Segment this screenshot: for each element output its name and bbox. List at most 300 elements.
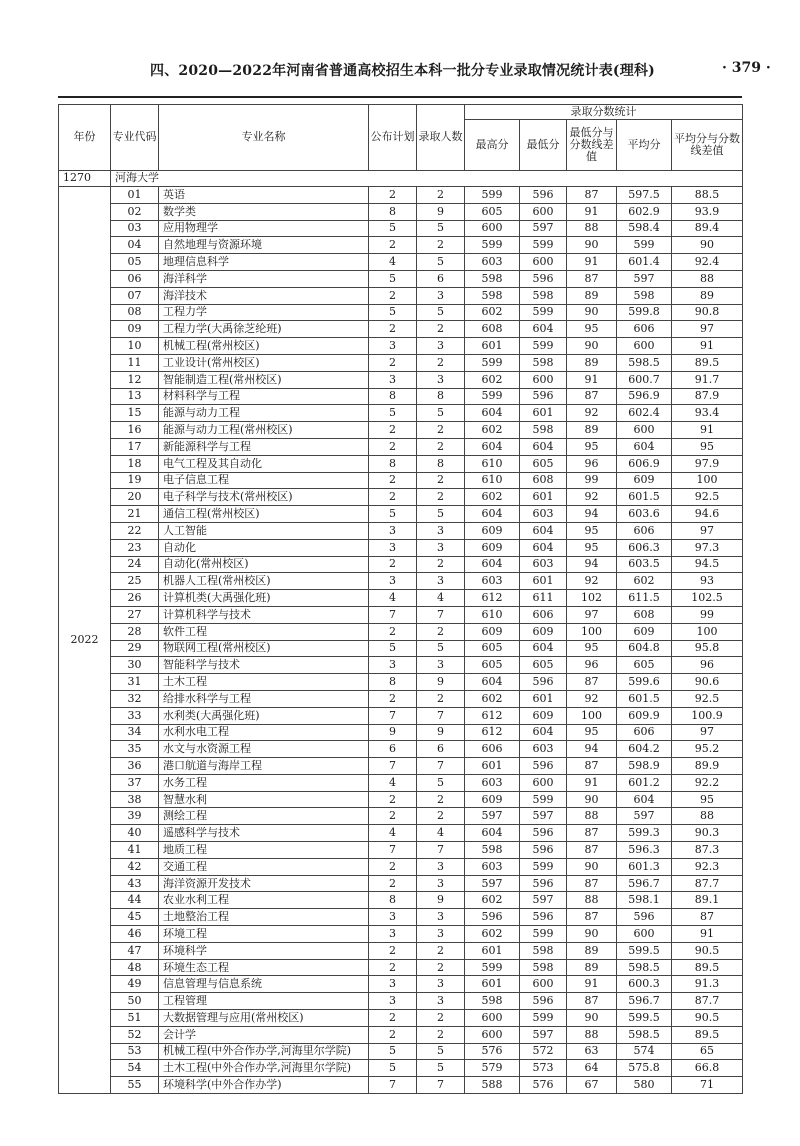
table-row: [59, 237, 743, 254]
cell-avg-diff: 92.3: [672, 858, 743, 875]
cell-code: 52: [111, 1026, 159, 1043]
table-row: [59, 338, 743, 355]
cell-max: 605: [465, 203, 520, 220]
cell-name: 海洋技术: [159, 287, 369, 304]
cell-min: 604: [520, 640, 567, 657]
cell-min: 604: [520, 539, 567, 556]
table-row: [59, 1043, 743, 1060]
cell-min: 596: [520, 909, 567, 926]
cell-max: 605: [465, 640, 520, 657]
cell-plan: 6: [369, 741, 417, 758]
cell-min: 600: [520, 976, 567, 993]
cell-plan: 2: [369, 959, 417, 976]
cell-avg-diff: 92.4: [672, 254, 743, 271]
cell-avg: 606: [617, 724, 672, 741]
cell-admit: 4: [417, 825, 465, 842]
cell-min: 604: [520, 438, 567, 455]
cell-name: 会计学: [159, 1026, 369, 1043]
cell-name: 环境科学(中外合作办学): [159, 1077, 369, 1094]
table-row: [59, 203, 743, 220]
cell-code: 50: [111, 993, 159, 1010]
cell-max: 606: [465, 741, 520, 758]
table-row: [59, 590, 743, 607]
table-row: [59, 573, 743, 590]
cell-min: 572: [520, 1043, 567, 1060]
table-row: [59, 909, 743, 926]
table-row: [59, 842, 743, 859]
cell-max: 610: [465, 472, 520, 489]
cell-code: 35: [111, 741, 159, 758]
cell-plan: 2: [369, 321, 417, 338]
cell-avg-diff: 90: [672, 237, 743, 254]
cell-min: 597: [520, 892, 567, 909]
cell-admit: 8: [417, 388, 465, 405]
cell-admit: 5: [417, 254, 465, 271]
cell-plan: 2: [369, 942, 417, 959]
header-name: 专业名称: [159, 105, 369, 171]
cell-min: 573: [520, 1060, 567, 1077]
cell-name: 电子科学与技术(常州校区): [159, 489, 369, 506]
cell-avg-diff: 91.7: [672, 371, 743, 388]
header-plan: 公布计划: [369, 105, 417, 171]
cell-avg-diff: 65: [672, 1043, 743, 1060]
cell-admit: 3: [417, 287, 465, 304]
cell-admit: 2: [417, 942, 465, 959]
cell-name: 水文与水资源工程: [159, 741, 369, 758]
table-row: [59, 875, 743, 892]
cell-code: 20: [111, 489, 159, 506]
cell-avg: 600: [617, 422, 672, 439]
cell-avg: 602.9: [617, 203, 672, 220]
cell-plan: 7: [369, 707, 417, 724]
cell-code: 51: [111, 1010, 159, 1027]
cell-code: 34: [111, 724, 159, 741]
cell-admit: 7: [417, 606, 465, 623]
table-row: [59, 758, 743, 775]
header-max: 最高分: [465, 120, 520, 171]
cell-name: 测绘工程: [159, 808, 369, 825]
cell-name: 电气工程及其自动化: [159, 455, 369, 472]
cell-min: 600: [520, 774, 567, 791]
cell-max: 604: [465, 405, 520, 422]
cell-code: 02: [111, 203, 159, 220]
cell-min: 599: [520, 791, 567, 808]
cell-admit: 3: [417, 858, 465, 875]
cell-min: 598: [520, 942, 567, 959]
cell-admit: 5: [417, 640, 465, 657]
cell-min: 598: [520, 287, 567, 304]
cell-max: 609: [465, 791, 520, 808]
cell-min-diff: 91: [567, 371, 617, 388]
school-code: 1270: [59, 171, 111, 187]
cell-plan: 8: [369, 203, 417, 220]
cell-name: 地质工程: [159, 842, 369, 859]
cell-admit: 2: [417, 1010, 465, 1027]
cell-admit: 2: [417, 472, 465, 489]
cell-plan: 3: [369, 993, 417, 1010]
cell-code: 47: [111, 942, 159, 959]
cell-min-diff: 87: [567, 758, 617, 775]
cell-avg-diff: 89.5: [672, 959, 743, 976]
cell-avg-diff: 92.2: [672, 774, 743, 791]
cell-avg: 599.5: [617, 942, 672, 959]
cell-name: 土木工程(中外合作办学,河海里尔学院): [159, 1060, 369, 1077]
table-row: [59, 640, 743, 657]
cell-avg: 597: [617, 270, 672, 287]
cell-plan: 3: [369, 522, 417, 539]
header-admit: 录取人数: [417, 105, 465, 171]
cell-admit: 5: [417, 220, 465, 237]
cell-admit: 7: [417, 758, 465, 775]
cell-avg: 599.8: [617, 304, 672, 321]
cell-max: 612: [465, 707, 520, 724]
table-row: [59, 187, 743, 204]
cell-min-diff: 100: [567, 623, 617, 640]
cell-max: 597: [465, 808, 520, 825]
cell-avg-diff: 87.7: [672, 875, 743, 892]
cell-code: 16: [111, 422, 159, 439]
cell-name: 计算机科学与技术: [159, 606, 369, 623]
cell-plan: 2: [369, 472, 417, 489]
cell-plan: 3: [369, 539, 417, 556]
cell-plan: 9: [369, 724, 417, 741]
table-row: [59, 808, 743, 825]
cell-admit: 3: [417, 926, 465, 943]
cell-code: 46: [111, 926, 159, 943]
table-row: [59, 1010, 743, 1027]
cell-min-diff: 67: [567, 1077, 617, 1094]
cell-avg: 604: [617, 791, 672, 808]
cell-max: 602: [465, 422, 520, 439]
cell-min: 598: [520, 422, 567, 439]
cell-plan: 2: [369, 287, 417, 304]
cell-plan: 3: [369, 909, 417, 926]
cell-plan: 5: [369, 1060, 417, 1077]
cell-name: 通信工程(常州校区): [159, 506, 369, 523]
cell-max: 604: [465, 438, 520, 455]
cell-name: 自动化(常州校区): [159, 556, 369, 573]
cell-max: 604: [465, 825, 520, 842]
cell-avg: 601.2: [617, 774, 672, 791]
cell-max: 588: [465, 1077, 520, 1094]
cell-max: 599: [465, 237, 520, 254]
cell-min-diff: 63: [567, 1043, 617, 1060]
table-row: [59, 858, 743, 875]
cell-max: 576: [465, 1043, 520, 1060]
cell-plan: 8: [369, 388, 417, 405]
cell-min: 599: [520, 1010, 567, 1027]
cell-plan: 2: [369, 556, 417, 573]
cell-max: 605: [465, 657, 520, 674]
cell-name: 机器人工程(常州校区): [159, 573, 369, 590]
cell-name: 遥感科学与技术: [159, 825, 369, 842]
cell-code: 27: [111, 606, 159, 623]
cell-min-diff: 89: [567, 959, 617, 976]
cell-min-diff: 95: [567, 321, 617, 338]
cell-min-diff: 90: [567, 926, 617, 943]
admission-stats-table: [58, 104, 743, 1094]
cell-avg: 598.5: [617, 959, 672, 976]
cell-admit: 3: [417, 371, 465, 388]
cell-avg: 598.5: [617, 354, 672, 371]
cell-name: 大数据管理与应用(常州校区): [159, 1010, 369, 1027]
table-row: [59, 926, 743, 943]
cell-avg: 596.3: [617, 842, 672, 859]
cell-name: 交通工程: [159, 858, 369, 875]
cell-admit: 3: [417, 522, 465, 539]
cell-max: 602: [465, 926, 520, 943]
cell-avg: 597.5: [617, 187, 672, 204]
table-row: [59, 270, 743, 287]
cell-min: 596: [520, 842, 567, 859]
cell-code: 41: [111, 842, 159, 859]
cell-admit: 7: [417, 1077, 465, 1094]
cell-min-diff: 64: [567, 1060, 617, 1077]
cell-admit: 5: [417, 774, 465, 791]
cell-plan: 3: [369, 338, 417, 355]
cell-min: 609: [520, 623, 567, 640]
cell-code: 04: [111, 237, 159, 254]
cell-code: 43: [111, 875, 159, 892]
cell-avg-diff: 89.1: [672, 892, 743, 909]
cell-avg: 600.7: [617, 371, 672, 388]
cell-name: 自然地理与资源环境: [159, 237, 369, 254]
cell-min: 597: [520, 220, 567, 237]
cell-admit: 2: [417, 438, 465, 455]
cell-plan: 2: [369, 791, 417, 808]
cell-plan: 3: [369, 657, 417, 674]
cell-min: 609: [520, 707, 567, 724]
cell-plan: 5: [369, 304, 417, 321]
page-header: [0, 0, 800, 100]
cell-code: 30: [111, 657, 159, 674]
cell-code: 44: [111, 892, 159, 909]
cell-avg-diff: 89: [672, 287, 743, 304]
cell-avg: 601.5: [617, 690, 672, 707]
cell-plan: 8: [369, 892, 417, 909]
header-min: 最低分: [520, 120, 567, 171]
cell-avg-diff: 90.6: [672, 674, 743, 691]
cell-avg-diff: 87: [672, 909, 743, 926]
cell-min: 596: [520, 875, 567, 892]
cell-plan: 2: [369, 354, 417, 371]
cell-plan: 7: [369, 842, 417, 859]
cell-code: 10: [111, 338, 159, 355]
header-avg-diff: 平均分与分数线差值: [672, 120, 743, 171]
cell-avg-diff: 93.9: [672, 203, 743, 220]
cell-avg-diff: 93.4: [672, 405, 743, 422]
cell-min: 599: [520, 338, 567, 355]
cell-admit: 7: [417, 842, 465, 859]
table-row: [59, 825, 743, 842]
cell-max: 609: [465, 522, 520, 539]
table-row: [59, 724, 743, 741]
cell-admit: 9: [417, 724, 465, 741]
cell-avg: 596.9: [617, 388, 672, 405]
cell-name: 港口航道与海岸工程: [159, 758, 369, 775]
cell-avg: 609: [617, 623, 672, 640]
cell-min-diff: 90: [567, 338, 617, 355]
cell-admit: 2: [417, 623, 465, 640]
cell-code: 42: [111, 858, 159, 875]
cell-code: 15: [111, 405, 159, 422]
cell-max: 603: [465, 573, 520, 590]
cell-avg: 602.4: [617, 405, 672, 422]
cell-avg-diff: 90.5: [672, 942, 743, 959]
cell-max: 610: [465, 606, 520, 623]
cell-admit: 2: [417, 422, 465, 439]
table-row: [59, 321, 743, 338]
cell-avg: 596: [617, 909, 672, 926]
cell-code: 18: [111, 455, 159, 472]
cell-code: 39: [111, 808, 159, 825]
cell-min-diff: 89: [567, 942, 617, 959]
cell-name: 电子信息工程: [159, 472, 369, 489]
cell-min-diff: 99: [567, 472, 617, 489]
cell-plan: 3: [369, 573, 417, 590]
table-row: [59, 422, 743, 439]
cell-name: 能源与动力工程: [159, 405, 369, 422]
cell-code: 25: [111, 573, 159, 590]
cell-max: 598: [465, 270, 520, 287]
cell-avg: 600: [617, 926, 672, 943]
cell-admit: 5: [417, 506, 465, 523]
cell-plan: 2: [369, 1026, 417, 1043]
cell-max: 600: [465, 220, 520, 237]
cell-min: 606: [520, 606, 567, 623]
cell-avg: 598.5: [617, 1026, 672, 1043]
cell-min-diff: 91: [567, 254, 617, 271]
table-row: [59, 438, 743, 455]
cell-plan: 5: [369, 220, 417, 237]
cell-min-diff: 90: [567, 1010, 617, 1027]
cell-avg-diff: 95.2: [672, 741, 743, 758]
cell-min-diff: 95: [567, 640, 617, 657]
cell-max: 600: [465, 1026, 520, 1043]
cell-code: 23: [111, 539, 159, 556]
cell-min-diff: 100: [567, 707, 617, 724]
cell-min: 603: [520, 556, 567, 573]
school-row: [59, 171, 743, 187]
cell-min-diff: 91: [567, 203, 617, 220]
cell-avg: 611.5: [617, 590, 672, 607]
cell-code: 55: [111, 1077, 159, 1094]
cell-max: 601: [465, 758, 520, 775]
cell-admit: 3: [417, 573, 465, 590]
cell-admit: 2: [417, 489, 465, 506]
cell-avg: 603.5: [617, 556, 672, 573]
cell-min-diff: 87: [567, 825, 617, 842]
year-cell: 2022: [59, 187, 111, 1094]
cell-avg: 601.5: [617, 489, 672, 506]
cell-min: 600: [520, 254, 567, 271]
cell-avg-diff: 90.3: [672, 825, 743, 842]
cell-min: 598: [520, 959, 567, 976]
cell-admit: 3: [417, 909, 465, 926]
cell-avg-diff: 87.9: [672, 388, 743, 405]
table-row: [59, 1060, 743, 1077]
cell-avg: 599.5: [617, 1010, 672, 1027]
cell-min-diff: 95: [567, 724, 617, 741]
cell-name: 智慧水利: [159, 791, 369, 808]
cell-min-diff: 89: [567, 422, 617, 439]
cell-name: 计算机类(大禹强化班): [159, 590, 369, 607]
table-row: [59, 791, 743, 808]
cell-max: 612: [465, 590, 520, 607]
cell-avg-diff: 87.3: [672, 842, 743, 859]
school-name: 河海大学: [111, 171, 743, 187]
cell-min-diff: 88: [567, 808, 617, 825]
cell-min: 599: [520, 304, 567, 321]
cell-avg-diff: 95.8: [672, 640, 743, 657]
cell-avg: 580: [617, 1077, 672, 1094]
cell-code: 33: [111, 707, 159, 724]
cell-avg: 604.8: [617, 640, 672, 657]
cell-max: 604: [465, 674, 520, 691]
cell-name: 数学类: [159, 203, 369, 220]
cell-avg: 596.7: [617, 875, 672, 892]
table-row: [59, 254, 743, 271]
cell-max: 598: [465, 287, 520, 304]
cell-min: 599: [520, 858, 567, 875]
cell-avg: 609: [617, 472, 672, 489]
cell-min-diff: 88: [567, 1026, 617, 1043]
cell-max: 601: [465, 976, 520, 993]
table-row: [59, 606, 743, 623]
cell-name: 水务工程: [159, 774, 369, 791]
table-row: [59, 522, 743, 539]
cell-code: 26: [111, 590, 159, 607]
cell-avg-diff: 92.5: [672, 489, 743, 506]
cell-admit: 2: [417, 354, 465, 371]
cell-avg-diff: 96: [672, 657, 743, 674]
cell-avg-diff: 66.8: [672, 1060, 743, 1077]
cell-min: 596: [520, 388, 567, 405]
cell-min-diff: 90: [567, 791, 617, 808]
cell-min: 611: [520, 590, 567, 607]
cell-min: 576: [520, 1077, 567, 1094]
cell-avg-diff: 89.5: [672, 354, 743, 371]
cell-min-diff: 87: [567, 993, 617, 1010]
table-row: [59, 774, 743, 791]
cell-name: 软件工程: [159, 623, 369, 640]
cell-avg-diff: 87.7: [672, 993, 743, 1010]
cell-min-diff: 94: [567, 741, 617, 758]
cell-admit: 2: [417, 1026, 465, 1043]
cell-min: 597: [520, 808, 567, 825]
cell-plan: 8: [369, 674, 417, 691]
cell-max: 599: [465, 959, 520, 976]
cell-max: 600: [465, 1010, 520, 1027]
cell-max: 579: [465, 1060, 520, 1077]
cell-min: 596: [520, 825, 567, 842]
cell-avg: 609.9: [617, 707, 672, 724]
cell-name: 土木工程: [159, 674, 369, 691]
cell-min-diff: 87: [567, 875, 617, 892]
cell-admit: 2: [417, 959, 465, 976]
cell-avg-diff: 100.9: [672, 707, 743, 724]
cell-code: 28: [111, 623, 159, 640]
cell-name: 物联网工程(常州校区): [159, 640, 369, 657]
cell-admit: 9: [417, 203, 465, 220]
table-row: [59, 942, 743, 959]
cell-name: 应用物理学: [159, 220, 369, 237]
table-row: [59, 472, 743, 489]
cell-plan: 2: [369, 237, 417, 254]
table-row: [59, 1026, 743, 1043]
cell-min: 608: [520, 472, 567, 489]
cell-admit: 6: [417, 270, 465, 287]
